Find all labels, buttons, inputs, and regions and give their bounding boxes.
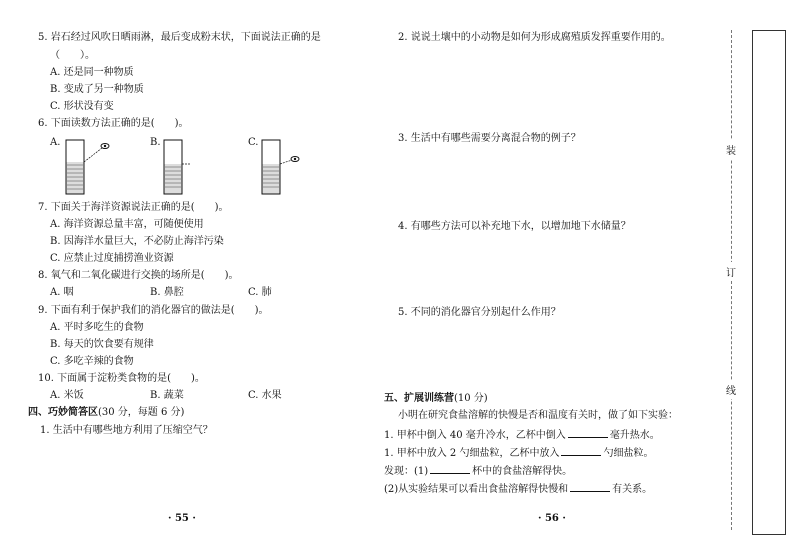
blank-1[interactable] xyxy=(568,428,608,438)
line3-text-a: 发现：(1) xyxy=(384,466,429,477)
blank-3[interactable] xyxy=(430,464,470,474)
binding-char-xian: 线 xyxy=(726,380,736,399)
q6-label-b: B. xyxy=(150,137,161,148)
line4-text-b: 有关系。 xyxy=(612,484,653,495)
q6-label-a: A. xyxy=(50,137,61,148)
section5-score: (10 分) xyxy=(454,393,488,404)
q8-stem: 8. 氧气和二氧化碳进行交换的场所是( )。 xyxy=(38,270,239,281)
line1-text-a: 1. 甲杯中倒入 40 毫升冷水，乙杯中倒入 xyxy=(384,430,566,441)
q6-label-c: C. xyxy=(248,137,259,148)
section5-title: 五、扩展训练营 xyxy=(384,393,454,404)
q5-option-c: C. 形状没有变 xyxy=(50,101,114,112)
short-answer-5: 5. 不同的消化器官分别起什么作用？ xyxy=(398,307,561,318)
q9-option-b: B. 每天的饮食要有规律 xyxy=(50,339,154,350)
blank-2[interactable] xyxy=(561,446,601,456)
q7-stem: 7. 下面关于海洋资源说法正确的是( )。 xyxy=(38,202,229,213)
q10-option-c: C. 水果 xyxy=(248,390,282,401)
page-number-left: · 55 · xyxy=(168,513,196,524)
section4-title: 四、巧妙简答区 xyxy=(28,407,98,418)
q7-option-c: C. 应禁止过度捕捞渔业资源 xyxy=(50,253,174,264)
experiment-intro: 小明在研究食盐溶解的快慢是否和温度有关时，做了如下实验： xyxy=(398,410,678,421)
q10-option-b: B. 蔬菜 xyxy=(150,390,184,401)
binding-char-ding: 订 xyxy=(726,262,736,281)
section5-heading xyxy=(384,393,488,405)
experiment-line-4 xyxy=(384,482,652,496)
short-answer-2: 2. 说说土壤中的小动物是如何为形成腐殖质发挥重要作用的。 xyxy=(398,32,671,43)
experiment-line-3 xyxy=(384,464,572,478)
q5-stem: 5. 岩石经过风吹日晒雨淋，最后变成粉末状，下面说法正确的是 xyxy=(38,32,321,43)
section4-score: (30 分，每题 6 分) xyxy=(98,407,185,418)
q9-stem: 9. 下面有利于保护我们的消化器官的做法是( )。 xyxy=(38,305,269,316)
page-number-right: · 56 · xyxy=(538,513,566,524)
q5-option-a: A. 还是同一种物质 xyxy=(50,67,134,78)
line2-text-a: 1. 甲杯中放入 2 勺细盐粒，乙杯中放入 xyxy=(384,448,560,459)
q10-option-a: A. 米饭 xyxy=(50,390,84,401)
q5-paren: （ ）。 xyxy=(50,50,95,61)
experiment-line-1 xyxy=(384,428,660,442)
binding-side-box xyxy=(752,30,786,535)
short-answer-3: 3. 生活中有哪些需要分离混合物的例子？ xyxy=(398,133,581,144)
blank-4[interactable] xyxy=(570,482,610,492)
binding-char-zhuang: 装 xyxy=(726,140,736,159)
q7-option-b: B. 因海洋水量巨大，不必防止海洋污染 xyxy=(50,236,224,247)
line3-text-b: 杯中的食盐溶解得快。 xyxy=(472,466,573,477)
q9-option-a: A. 平时多吃生的食物 xyxy=(50,322,144,333)
cylinder-a-image xyxy=(60,134,128,196)
line1-text-b: 毫升热水。 xyxy=(609,430,660,441)
q10-stem: 10. 下面属于淀粉类食物的是( )。 xyxy=(38,373,205,384)
q8-option-c: C. 肺 xyxy=(248,287,272,298)
q9-option-c: C. 多吃辛辣的食物 xyxy=(50,356,134,367)
q5-option-b: B. 变成了另一种物质 xyxy=(50,84,144,95)
q6-stem: 6. 下面读数方法正确的是( )。 xyxy=(38,118,189,129)
section4-heading xyxy=(28,407,184,419)
short-answer-1: 1. 生活中有哪些地方利用了压缩空气？ xyxy=(40,425,213,436)
experiment-line-2 xyxy=(384,446,653,460)
q7-option-a: A. 海洋资源总量丰富，可随便使用 xyxy=(50,219,204,230)
line2-text-b: 勺细盐粒。 xyxy=(603,448,654,459)
line4-text-a: (2)从实验结果可以看出食盐溶解得快慢和 xyxy=(384,484,569,495)
q8-option-a: A. 咽 xyxy=(50,287,74,298)
q8-option-b: B. 鼻腔 xyxy=(150,287,184,298)
short-answer-4: 4. 有哪些方法可以补充地下水，以增加地下水储量？ xyxy=(398,221,631,232)
cylinder-c-image xyxy=(256,134,324,196)
cylinder-b-image xyxy=(158,134,226,196)
